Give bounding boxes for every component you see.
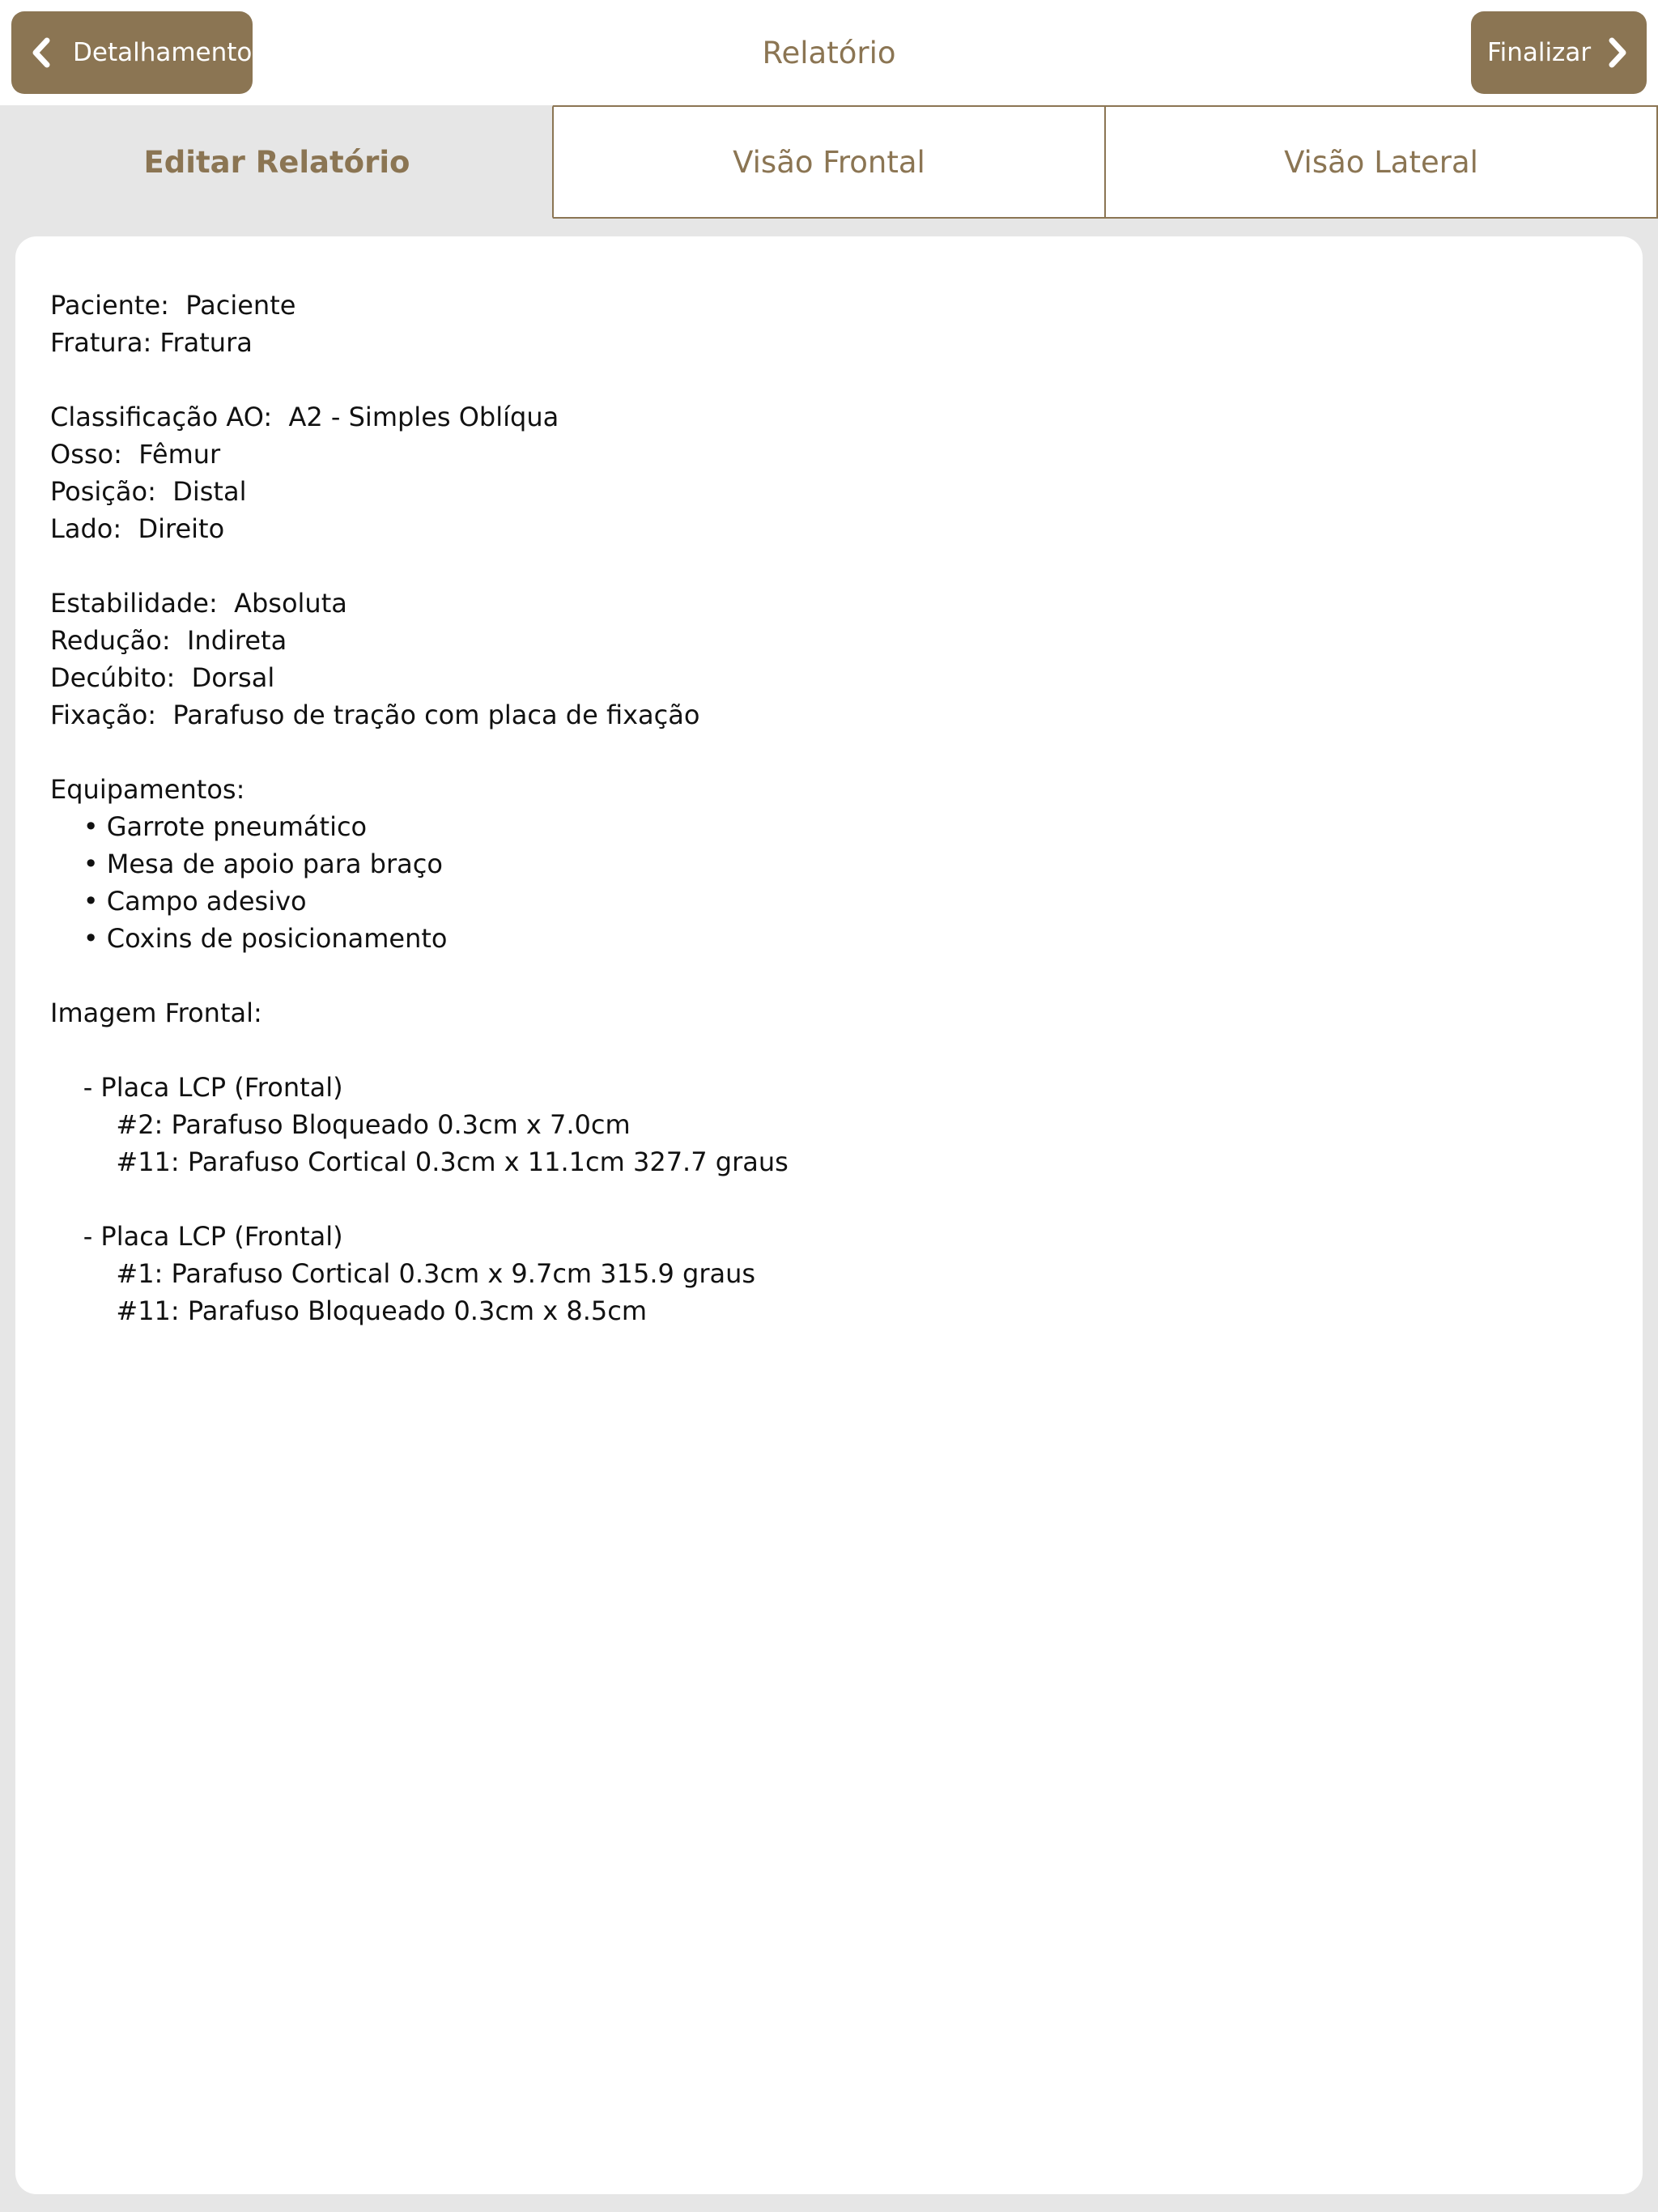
top-bar <box>0 0 1658 105</box>
report-text[interactable]: Paciente: Paciente Fratura: Fratura Classificação AO: A2 - Simples Oblíqua Osso: Fêmur Posição: Distal Lado: Direito Estabilidade: Absoluta Redução: Indireta Decúbito: Dorsal Fixação: Parafuso de tração com placa de fixação Equipamentos: • Garrote pneumático • Mesa de apoio para braço • Campo adesivo • Coxins de posicionamento Imagem Frontal: - Placa LCP (Frontal) #2: Parafuso Bloqueado 0.3cm x 7.0cm #11: Parafuso Cortical 0.3cm x 11.1cm 327.7 graus - Placa LCP (Frontal) #1: Parafuso Cortical 0.3cm x 9.7cm 315.9 graus #11: Parafuso Bloqueado 0.3cm x 8.5cm <box>50 290 789 1326</box>
page-title: Relatório <box>762 36 896 70</box>
tab-bar <box>0 105 1658 219</box>
back-button[interactable] <box>11 11 253 94</box>
chevron-left-icon <box>29 36 53 69</box>
tab-edit-report[interactable]: Editar Relatório <box>0 105 553 219</box>
report-editor[interactable] <box>15 236 1643 2194</box>
finish-button[interactable] <box>1471 11 1647 94</box>
back-button-label: Detalhamento <box>73 38 253 67</box>
finish-button-label: Finalizar <box>1487 38 1592 67</box>
content-area <box>0 219 1658 2212</box>
tab-front-view[interactable]: Visão Frontal <box>553 105 1105 219</box>
chevron-right-icon <box>1605 36 1630 69</box>
tab-side-view[interactable]: Visão Lateral <box>1105 105 1658 219</box>
